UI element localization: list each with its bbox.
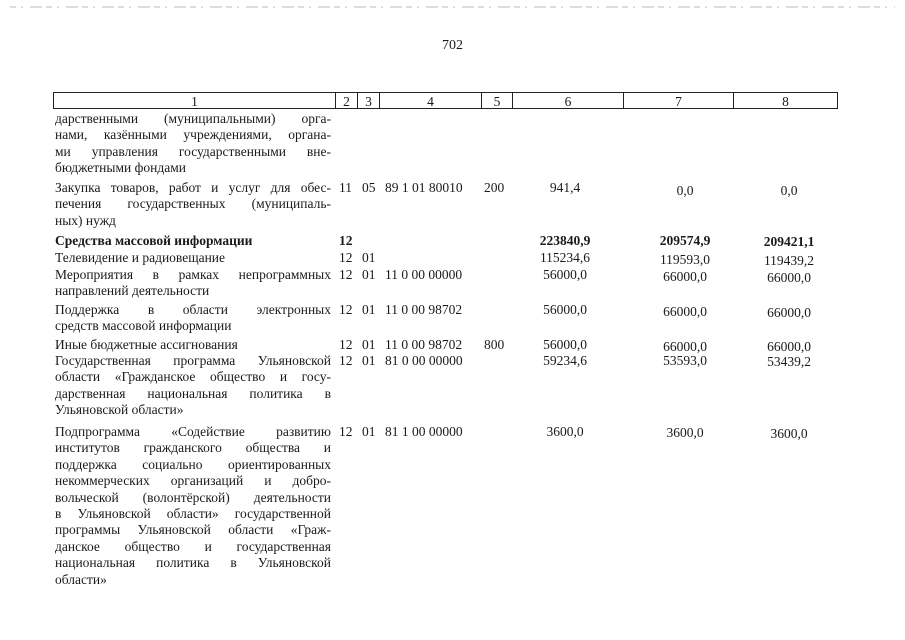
target-article-code: 81 1 00 00000 <box>385 424 463 439</box>
section-code: 12 <box>339 233 353 248</box>
section-code: 12 <box>339 267 353 282</box>
row-name-line: Иные бюджетные ассигнования <box>55 337 238 352</box>
target-article-code: 81 0 00 00000 <box>385 353 463 368</box>
row-name-line: Средства массовой информации <box>55 233 253 248</box>
row-name-line: печения государственных (муниципаль- <box>55 196 331 212</box>
amount-col8: 119439,2 <box>763 253 815 268</box>
amount-col8: 0,0 <box>780 183 798 198</box>
section-code: 12 <box>339 337 353 352</box>
expense-type-code: 200 <box>484 180 505 195</box>
row-name-line: Государственная программа Ульяновской <box>55 353 331 368</box>
row-name <box>55 267 331 300</box>
amount-col7: 66000,0 <box>663 269 707 284</box>
row-name-line: вольческой (волонтёрской) деятельности <box>55 489 331 505</box>
header-cell-4: 4 <box>379 92 481 109</box>
amount-col6: 941,4 <box>549 180 581 195</box>
target-article-code: 89 1 01 80010 <box>385 180 463 195</box>
row-name-line: Поддержка в области электронных <box>55 302 331 317</box>
amount-col8: 66000,0 <box>767 270 811 285</box>
amount-col7: 66000,0 <box>663 304 707 319</box>
amount-col6: 56000,0 <box>543 337 587 352</box>
amount-col7: 209574,9 <box>659 233 711 248</box>
row-name-line: Подпрограмма «Содействие развитию <box>55 424 331 439</box>
section-code: 12 <box>339 424 353 439</box>
header-right-border <box>837 92 838 109</box>
header-cell-1: 1 <box>53 92 335 109</box>
page-number: 702 <box>442 38 463 53</box>
row-name-line: области» <box>55 571 107 587</box>
header-cell-6: 6 <box>512 92 623 109</box>
amount-col7: 53593,0 <box>663 353 707 368</box>
amount-col7: 66000,0 <box>663 339 707 354</box>
row-name-line: в Ульяновской области» государственной <box>55 506 331 522</box>
row-name <box>55 180 331 229</box>
row-name <box>55 250 331 266</box>
amount-col6: 115234,6 <box>539 250 591 265</box>
row-name <box>55 302 331 335</box>
section-code: 11 <box>339 180 352 195</box>
amount-col6: 56000,0 <box>543 267 587 282</box>
amount-col6: 59234,6 <box>543 353 587 368</box>
header-cell-8: 8 <box>733 92 837 109</box>
amount-col7: 119593,0 <box>659 252 711 267</box>
amount-col7: 3600,0 <box>666 425 704 440</box>
row-name-line: поддержка социально ориентированных <box>55 456 331 472</box>
amount-col7: 0,0 <box>676 183 694 198</box>
row-name-line: Ульяновской области» <box>55 402 184 418</box>
row-name-line: средств массовой информации <box>55 318 232 334</box>
row-name-line: нами, казёнными учреждениями, органа- <box>55 127 331 143</box>
row-name-line: некоммерческих организаций и добро- <box>55 473 331 489</box>
amount-col8: 66000,0 <box>767 305 811 320</box>
section-code: 12 <box>339 250 353 265</box>
row-name-line: данское общество и государственная <box>55 538 331 554</box>
row-name-line: дарственная национальная политика в <box>55 385 331 401</box>
amount-col8: 3600,0 <box>770 426 808 441</box>
row-name <box>55 111 331 177</box>
amount-col8: 53439,2 <box>767 354 811 369</box>
amount-col6: 3600,0 <box>546 424 584 439</box>
subsection-code: 01 <box>362 353 376 368</box>
subsection-code: 01 <box>362 424 376 439</box>
section-code: 12 <box>339 302 353 317</box>
row-name-line: институтов гражданского общества и <box>55 440 331 456</box>
amount-col8: 66000,0 <box>767 339 811 354</box>
target-article-code: 11 0 00 98702 <box>385 302 463 317</box>
row-name-line: национальная политика в Ульяновской <box>55 555 331 571</box>
subsection-code: 05 <box>362 180 376 195</box>
amount-col8: 209421,1 <box>763 234 815 249</box>
subsection-code: 01 <box>362 250 376 265</box>
subsection-code: 01 <box>362 302 376 317</box>
row-name-line: области «Гражданское общество и госу- <box>55 369 331 385</box>
header-cell-3: 3 <box>357 92 379 109</box>
row-name-line: дарственными (муниципальными) орга- <box>55 111 331 126</box>
row-name-line: бюджетными фондами <box>55 160 186 176</box>
amount-col6: 223840,9 <box>539 233 591 248</box>
expense-type-code: 800 <box>484 337 505 352</box>
row-name-line: Закупка товаров, работ и услуг для обес- <box>55 180 331 195</box>
target-article-code: 11 0 00 98702 <box>385 337 463 352</box>
header-cell-2: 2 <box>335 92 357 109</box>
header-cell-7: 7 <box>623 92 733 109</box>
row-name-line: Мероприятия в рамках непрограммных <box>55 267 331 282</box>
row-name <box>55 233 331 249</box>
amount-col6: 56000,0 <box>543 302 587 317</box>
subsection-code: 01 <box>362 267 376 282</box>
row-name <box>55 353 331 419</box>
target-article-code: 11 0 00 00000 <box>385 267 463 282</box>
row-name <box>55 337 331 353</box>
row-name-line: ми управления государственными вне- <box>55 143 331 159</box>
scan-top-edge-artifact <box>0 0 905 14</box>
row-name <box>55 424 331 588</box>
section-code: 12 <box>339 353 353 368</box>
subsection-code: 01 <box>362 337 376 352</box>
header-cell-5: 5 <box>481 92 512 109</box>
row-name-line: ных) нужд <box>55 212 116 228</box>
row-name-line: направлений деятельности <box>55 283 210 299</box>
row-name-line: программы Ульяновской области «Граж- <box>55 522 331 538</box>
row-name-line: Телевидение и радиовещание <box>55 250 226 265</box>
